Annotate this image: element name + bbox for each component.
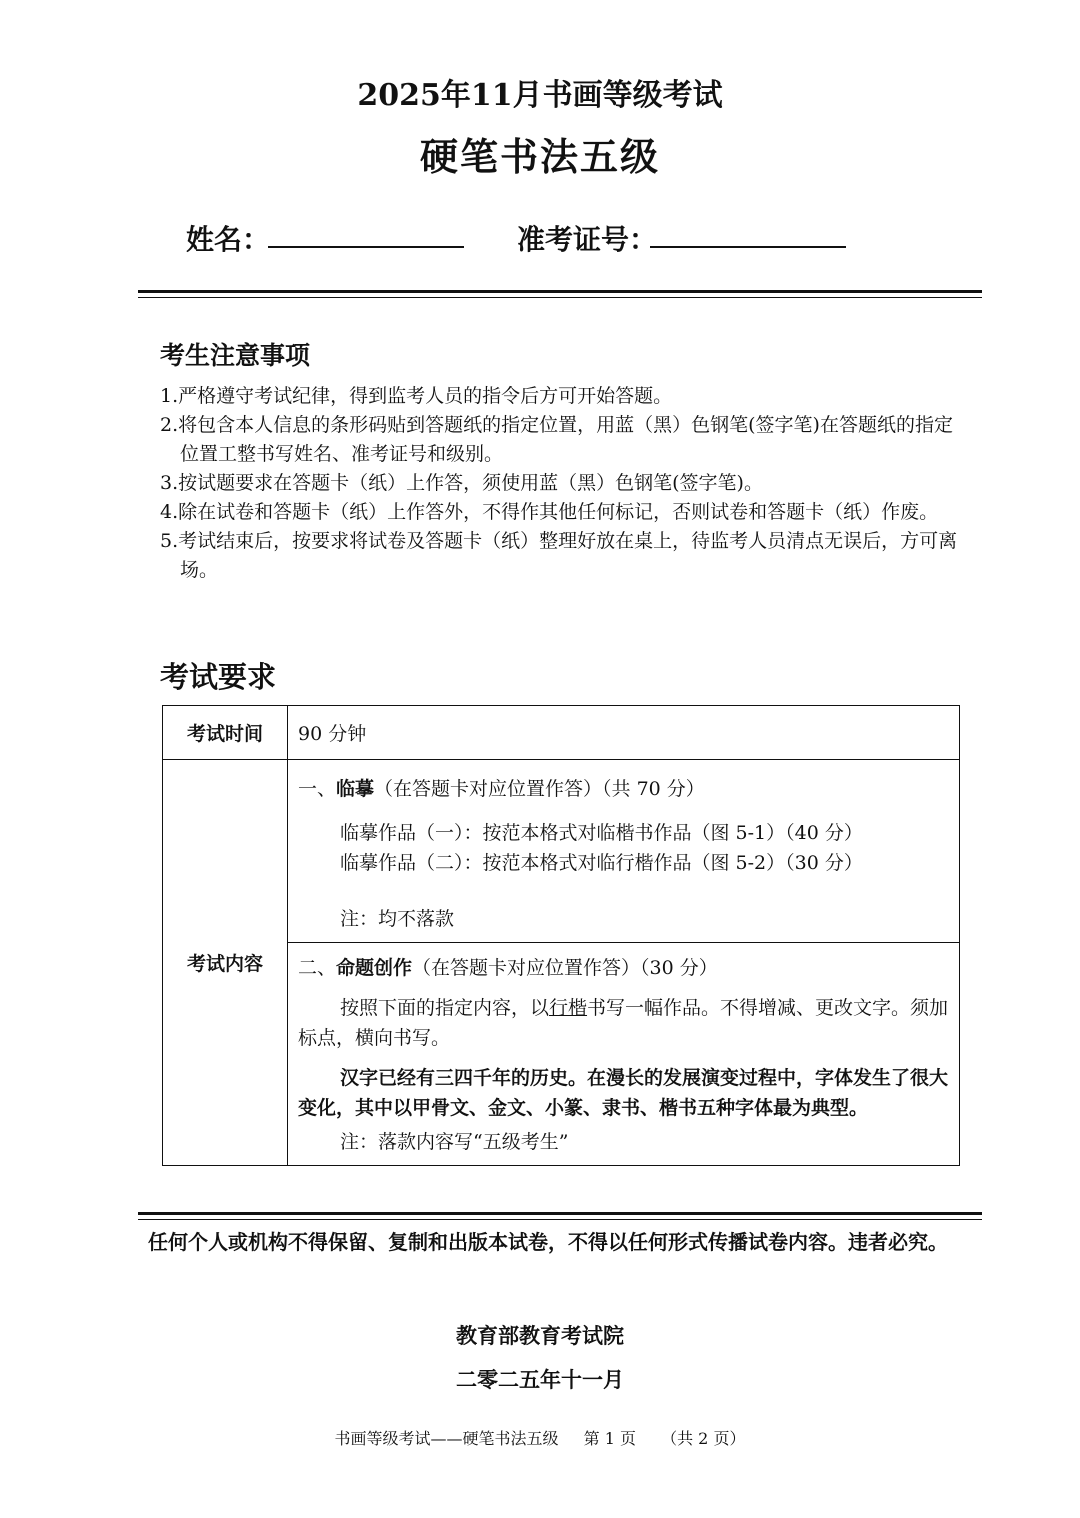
issue-date: 二零二五年十一月 xyxy=(456,1367,624,1392)
part2-cell xyxy=(288,943,960,1166)
notice-list xyxy=(160,382,960,585)
part2-note: 注：落款内容写“五级考生” xyxy=(340,1131,569,1153)
notice-item: 5.考试结束后，按要求将试卷及答题卡（纸）整理好放在桌上，待监考人员清点无误后，方可离场。 xyxy=(160,530,958,581)
part1-note: 注：均不落款 xyxy=(340,908,455,930)
part2-desc: （在答题卡对应位置作答）（30 分） xyxy=(412,957,718,979)
name-label: 姓名： xyxy=(186,223,271,256)
footer-exam: 书画等级考试——硬笔书法五级 xyxy=(334,1429,559,1448)
part2-instr-style: 行楷 xyxy=(549,997,588,1019)
part2-instruction xyxy=(298,993,949,1053)
bottom-rule-thin xyxy=(138,1219,982,1220)
notice-item: 1.严格遵守考试纪律，得到监考人员的指令后方可开始答题。 xyxy=(160,385,673,407)
part1-work1: 临摹作品（一）：按范本格式对临楷书作品（图 5-1）（40 分） xyxy=(340,822,863,844)
exam-time-value: 90 分钟 xyxy=(288,706,960,760)
requirements-heading: 考试要求 xyxy=(160,660,277,694)
page-footer xyxy=(0,1426,1080,1449)
footer-page: 第 1 页 xyxy=(583,1429,636,1448)
exam-title: 2025年11月书画等级考试 xyxy=(357,78,723,113)
part1-name: 临摹 xyxy=(336,778,375,800)
part2-passage: 汉字已经有三四千年的历史。在漫长的发展演变过程中，字体发生了很大变化，其中以甲骨文、金文、小篆、隶书、楷书五种字体最为典型。 xyxy=(298,1067,949,1119)
notice-item: 2.将包含本人信息的条形码贴到答题纸的指定位置，用蓝（黑）色钢笔(签字笔)在答题纸的指定位置工整书写姓名、准考证号和级别。 xyxy=(160,414,953,465)
requirements-table xyxy=(162,705,960,1166)
notice-item: 4.除在试卷和答题卡（纸）上作答外，不得作其他任何标记，否则试卷和答题卡（纸）作废。 xyxy=(160,501,939,523)
name-blank-line xyxy=(268,246,464,248)
top-rule-thin xyxy=(138,297,982,298)
part2-name: 命题创作 xyxy=(336,957,413,979)
part2-prefix: 二、 xyxy=(298,957,337,979)
bottom-rule-thick xyxy=(138,1212,982,1215)
exam-time-label: 考试时间 xyxy=(163,706,288,760)
exam-id-blank-line xyxy=(650,246,846,248)
notice-item: 3.按试题要求在答题卡（纸）上作答，须使用蓝（黑）色钢笔(签字笔)。 xyxy=(160,472,763,494)
part1-prefix: 一、 xyxy=(298,778,337,800)
part1-cell xyxy=(288,760,960,943)
exam-content-label: 考试内容 xyxy=(163,760,288,1166)
part2-instr-after: 书写一幅作品。不得增减、更改文字。须加标点，横向书写。 xyxy=(298,997,949,1049)
footer-total: （共 2 页） xyxy=(661,1429,746,1448)
top-rule-thick xyxy=(138,290,982,293)
notice-heading: 考生注意事项 xyxy=(160,341,311,370)
copyright-notice: 任何个人或机构不得保留、复制和出版本试卷，不得以任何形式传播试卷内容。违者必究。 xyxy=(148,1230,948,1254)
exam-id-label: 准考证号： xyxy=(517,223,658,256)
exam-subtitle: 硬笔书法五级 xyxy=(419,134,660,179)
part2-instr-before: 按照下面的指定内容，以 xyxy=(340,997,550,1019)
issuer: 教育部教育考试院 xyxy=(456,1323,624,1348)
part1-desc: （在答题卡对应位置作答）（共 70 分） xyxy=(374,778,705,800)
part1-work2: 临摹作品（二）：按范本格式对临行楷作品（图 5-2）（30 分） xyxy=(340,852,863,874)
